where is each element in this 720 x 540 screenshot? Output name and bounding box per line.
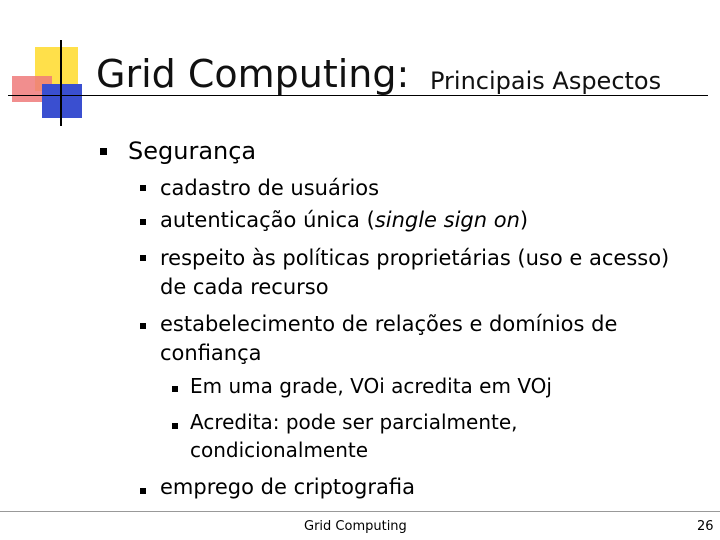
sub-list-item-line: condicionalmente	[190, 438, 369, 462]
footer-title: Grid Computing	[304, 519, 407, 534]
slide-title: Grid Computing:	[96, 52, 410, 96]
sub-list-item-line: Em uma grade, VOi acredita em VOj	[190, 374, 552, 398]
logo-vertical-line	[60, 40, 62, 126]
footer-divider	[0, 511, 720, 512]
sub-list-item-line: Acredita: pode ser parcialmente,	[190, 410, 518, 434]
list-item-italic: single sign on	[374, 208, 520, 232]
list-item: emprego de criptografia	[160, 475, 415, 499]
logo-blue-square	[42, 84, 82, 118]
bullet-square-icon	[100, 148, 107, 155]
list-item: cadastro de usuários	[160, 176, 380, 200]
section-heading: Segurança	[128, 137, 257, 165]
list-item-line: de cada recurso	[160, 275, 329, 299]
bullet-square-icon	[140, 255, 146, 261]
page-number: 26	[697, 519, 714, 534]
list-item-text: )	[519, 208, 529, 232]
bullet-square-icon	[172, 386, 178, 392]
list-item-line: estabelecimento de relações e domínios de	[160, 312, 618, 336]
list-item-line: respeito às políticas proprietárias (uso e acesso)	[160, 246, 670, 270]
bullet-square-icon	[172, 423, 178, 429]
bullet-square-icon	[140, 219, 146, 225]
slide-subtitle: Principais Aspectos	[430, 67, 662, 95]
bullet-square-icon	[140, 488, 146, 494]
list-item-text: autenticação única (	[160, 208, 375, 232]
list-item-line: confiança	[160, 341, 262, 365]
bullet-square-icon	[140, 185, 146, 191]
bullet-square-icon	[140, 323, 146, 329]
list-item	[160, 207, 528, 234]
